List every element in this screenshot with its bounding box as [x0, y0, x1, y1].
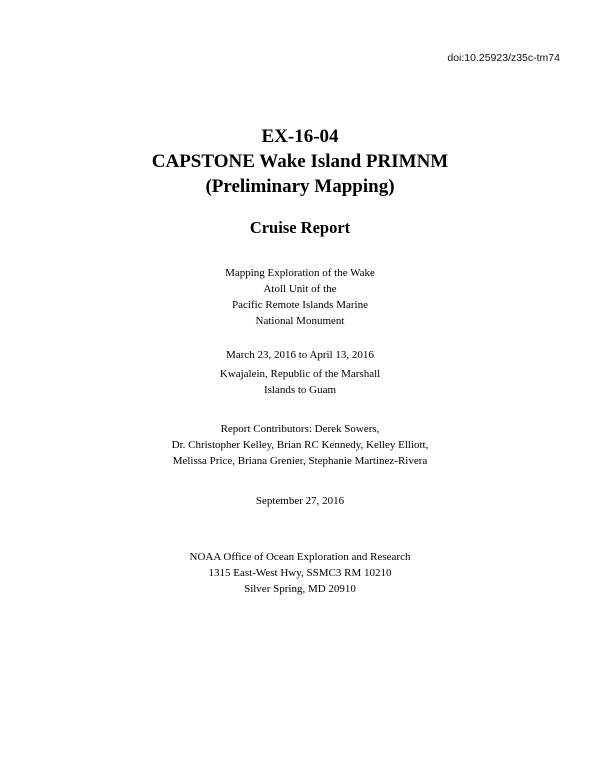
doi-identifier: doi:10.25923/z35c-tm74 — [447, 52, 560, 64]
description-line: National Monument — [255, 315, 345, 327]
mission-description — [0, 265, 600, 329]
cruise-phase: (Preliminary Mapping) — [205, 176, 395, 197]
contributors-line: Report Contributors: Derek Sowers, — [220, 423, 380, 435]
report-title — [0, 124, 600, 199]
cruise-id: EX-16-04 — [261, 126, 339, 147]
office-city: Silver Spring, MD 20910 — [244, 583, 356, 595]
office-street: 1315 East-West Hwy, SSMC3 RM 10210 — [208, 567, 392, 579]
route-line: Islands to Guam — [263, 384, 337, 396]
description-line: Atoll Unit of the — [263, 283, 337, 295]
description-line: Pacific Remote Islands Marine — [232, 299, 368, 311]
cruise-route — [0, 366, 600, 398]
route-line: Kwajalein, Republic of the Marshall — [219, 368, 381, 380]
contributors-line: Melissa Price, Briana Grenier, Stephanie Martinez-Rivera — [172, 455, 428, 467]
report-subtitle: Cruise Report — [249, 218, 351, 237]
cruise-dates: March 23, 2016 to April 13, 2016 — [226, 349, 374, 361]
office-address — [0, 549, 600, 597]
description-line: Mapping Exploration of the Wake — [225, 267, 375, 279]
report-contributors — [0, 421, 600, 469]
cruise-name: CAPSTONE Wake Island PRIMNM — [151, 151, 449, 172]
report-date: September 27, 2016 — [255, 495, 345, 507]
office-name: NOAA Office of Ocean Exploration and Research — [189, 551, 411, 563]
contributors-line: Dr. Christopher Kelley, Brian RC Kennedy, Kelley Elliott, — [171, 439, 429, 451]
